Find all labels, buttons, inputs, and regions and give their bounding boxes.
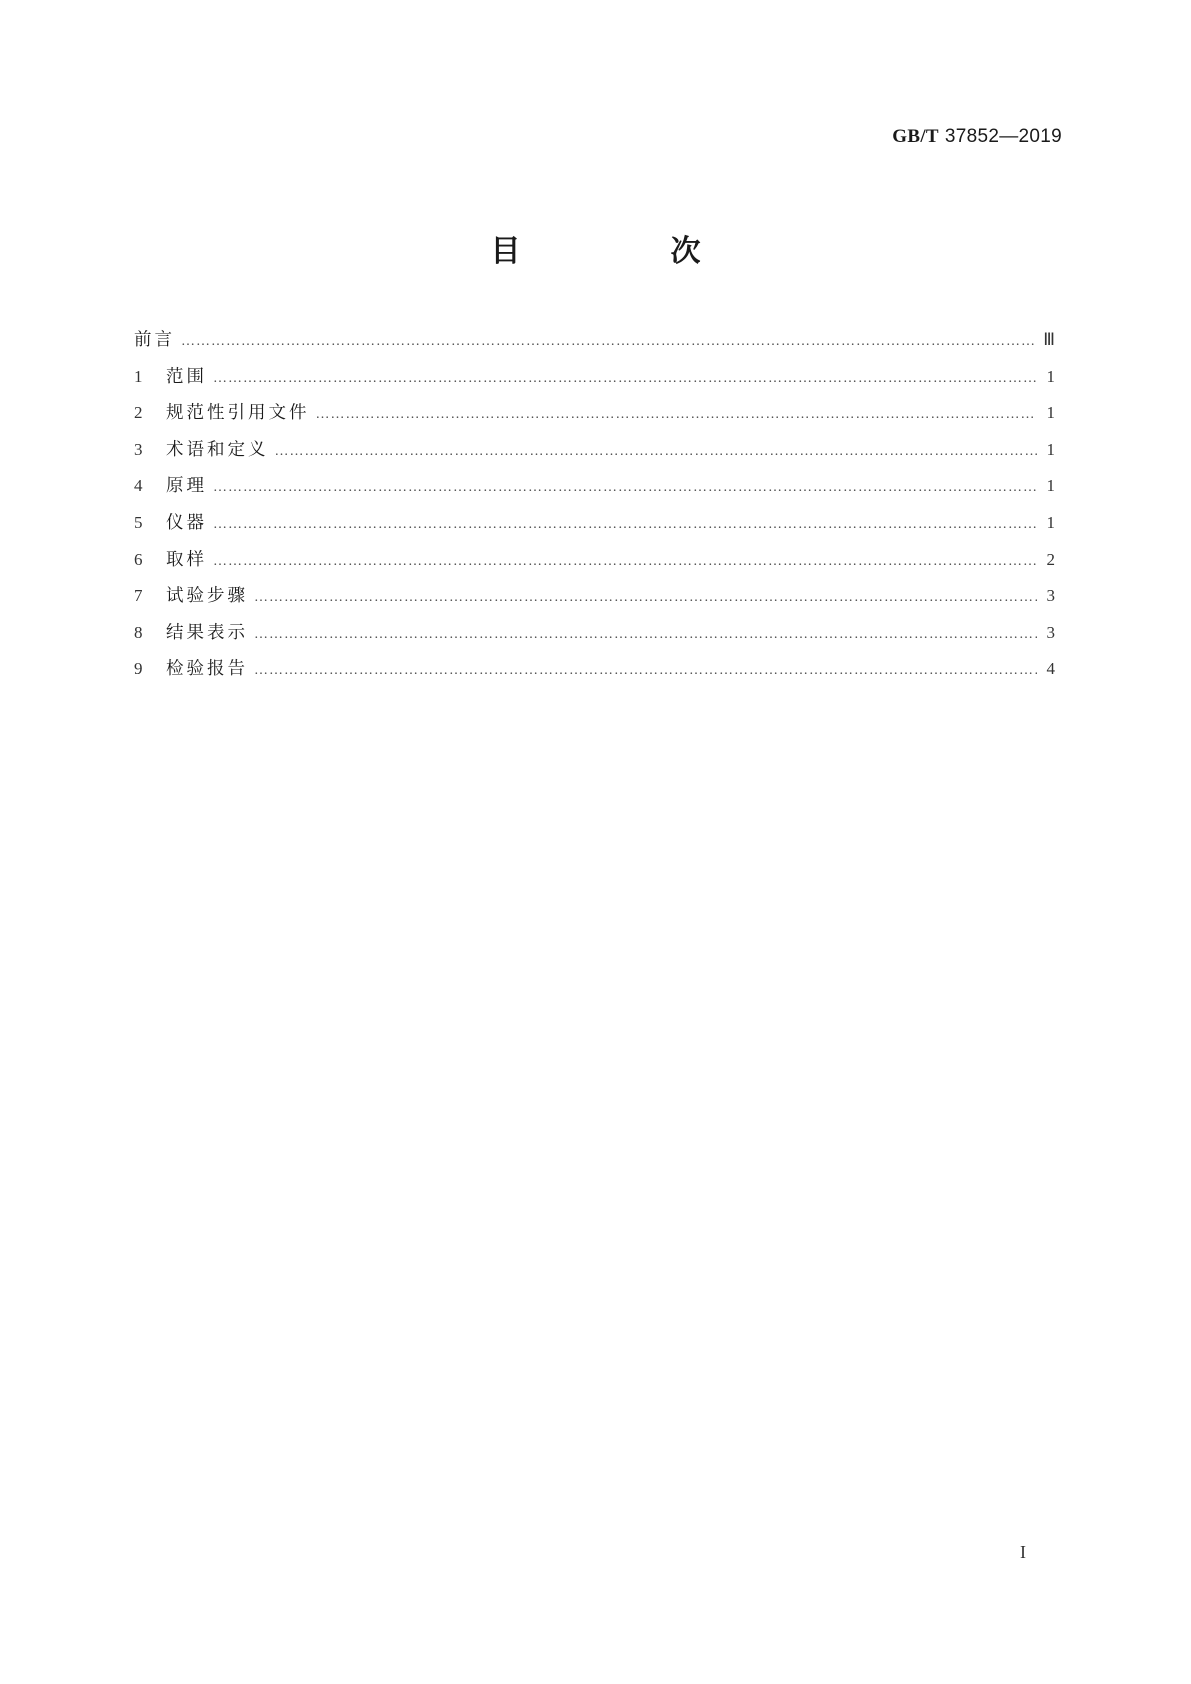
toc-entry-number: 2 xyxy=(134,403,143,423)
toc-dot-leader xyxy=(254,617,1037,654)
toc-entry-foreword[interactable] xyxy=(134,322,1055,359)
toc-entry-page: 3 xyxy=(1046,622,1055,642)
toc-dot-leader xyxy=(213,361,1037,398)
table-of-contents xyxy=(134,322,1055,688)
toc-entry-number: 4 xyxy=(134,476,143,496)
document-code xyxy=(892,126,1062,148)
toc-dot-leader xyxy=(213,470,1037,507)
toc-entry-page: 1 xyxy=(1046,403,1055,423)
toc-entry-5[interactable] xyxy=(134,505,1055,542)
toc-entry-page: 1 xyxy=(1046,366,1055,386)
toc-entry-2[interactable] xyxy=(134,395,1055,432)
toc-entry-number: 3 xyxy=(134,439,143,459)
toc-entry-label: 取样 xyxy=(166,549,207,570)
toc-dot-leader xyxy=(254,653,1037,690)
document-code-prefix: GB/T xyxy=(892,126,939,147)
toc-entry-3[interactable] xyxy=(134,432,1055,469)
toc-entry-9[interactable] xyxy=(134,651,1055,688)
toc-entry-6[interactable] xyxy=(134,542,1055,579)
toc-entry-label: 规范性引用文件 xyxy=(166,403,310,424)
toc-entry-number: 9 xyxy=(134,659,143,679)
toc-entry-label: 前言 xyxy=(134,330,175,350)
toc-entry-label: 仪器 xyxy=(166,512,207,533)
toc-entry-1[interactable] xyxy=(134,359,1055,396)
toc-dot-leader xyxy=(181,324,1035,361)
toc-dot-leader xyxy=(213,507,1037,544)
toc-entry-page: 3 xyxy=(1046,586,1055,606)
toc-entry-page: Ⅲ xyxy=(1043,330,1055,349)
toc-entry-number: 7 xyxy=(134,586,143,606)
toc-entry-4[interactable] xyxy=(134,468,1055,505)
toc-entry-label: 结果表示 xyxy=(166,622,248,643)
toc-dot-leader xyxy=(275,434,1038,471)
toc-entry-number: 5 xyxy=(134,512,143,532)
toc-title: 目 次 xyxy=(490,234,761,269)
toc-dot-leader xyxy=(213,544,1037,581)
toc-entry-page: 2 xyxy=(1046,549,1055,569)
toc-entry-label: 术语和定义 xyxy=(166,439,269,460)
toc-entry-page: 4 xyxy=(1046,659,1055,679)
toc-entry-page: 1 xyxy=(1046,512,1055,532)
toc-entry-label: 试验步骤 xyxy=(166,586,248,607)
toc-entry-label: 范围 xyxy=(166,366,207,387)
toc-dot-leader xyxy=(254,580,1037,617)
document-code-number: 37852—2019 xyxy=(944,126,1062,147)
toc-entry-number: 8 xyxy=(134,622,143,642)
toc-entry-7[interactable] xyxy=(134,578,1055,615)
toc-entry-number: 1 xyxy=(134,366,143,386)
toc-entry-page: 1 xyxy=(1046,439,1055,459)
toc-entry-label: 原理 xyxy=(166,476,207,497)
toc-entry-label: 检验报告 xyxy=(166,659,248,680)
toc-entry-number: 6 xyxy=(134,549,143,569)
toc-entry-8[interactable] xyxy=(134,615,1055,652)
page-number: I xyxy=(1020,1542,1026,1562)
toc-entry-page: 1 xyxy=(1046,476,1055,496)
toc-dot-leader xyxy=(316,397,1038,434)
